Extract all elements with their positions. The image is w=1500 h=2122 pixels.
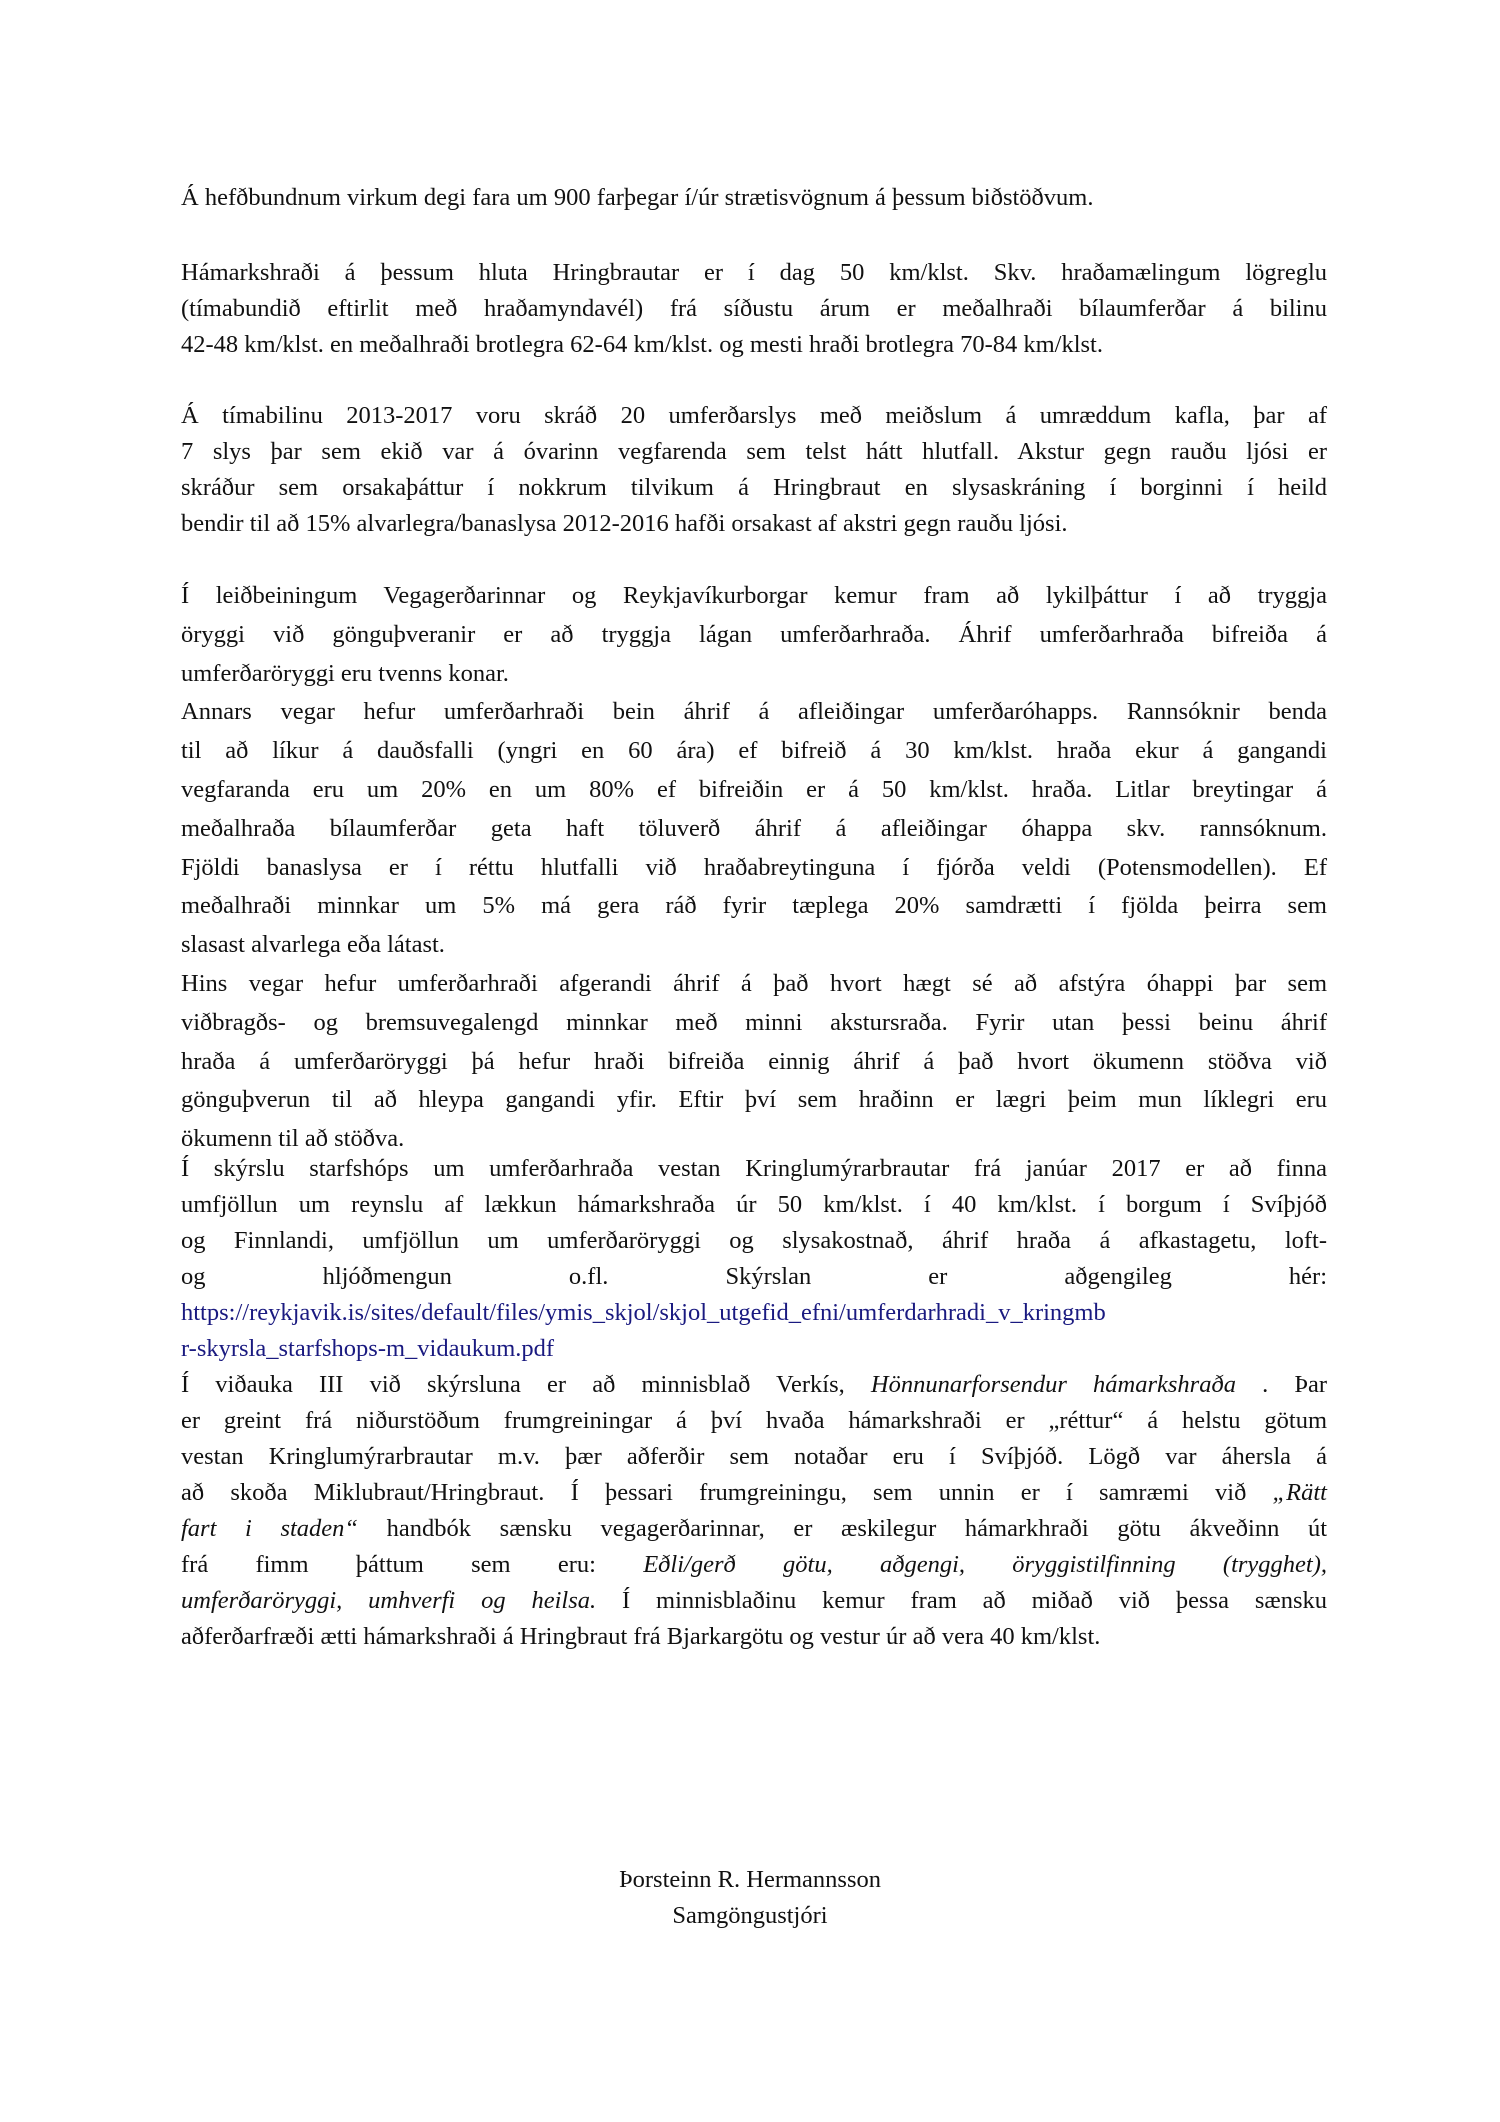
paragraph-accidents [181, 398, 1327, 542]
text-line: viðbragðs- og bremsuvegalengd minnkar með minni akstursraða. Fyrir utan þessi beinu áhrif [181, 1008, 1327, 1036]
text-line: er greint frá niðurstöðum frumgreiningar á því hvaða hámarkshraði er „réttur“ á helstu götum [181, 1407, 1327, 1434]
italic-text: „Rätt [1272, 1479, 1327, 1506]
text-line: aðferðarfræði ætti hámarkshraði á Hringbraut frá Bjarkargötu og vestur úr að vera 40 km/klst. [181, 1623, 1101, 1650]
text-line: umfjöllun um reynslu af lækkun hámarkshraða úr 50 km/klst. í 40 km/klst. í borgum í Svíþjóð [181, 1191, 1327, 1218]
text-line: Hins vegar hefur umferðarhraði afgerandi áhrif á það hvort hægt sé að afstýra óhappi þar sem [181, 969, 1327, 997]
signature-title: Samgöngustjóri [672, 1902, 828, 1929]
text-line: slasast alvarlega eða látast. [181, 931, 445, 959]
text-segment: að skoða Miklubraut/Hringbraut. Í þessari frumgreiningu, sem unnin er í samræmi við [181, 1479, 1273, 1506]
text-segment: frá fimm þáttum sem eru: [181, 1551, 644, 1578]
text-segment: Í viðauka III við skýrsluna er að minnisblað Verkís, [181, 1371, 871, 1398]
text-line [181, 1547, 1327, 1583]
text-line: skráður sem orsakaþáttur í nokkrum tilvikum á Hringbraut en slysaskráning í borginni í heild [181, 474, 1327, 501]
text-line: meðalhraða bílaumferðar geta haft töluverð áhrif á afleiðingar óhappa skv. rannsóknum. [181, 814, 1327, 842]
italic-text: Eðli/gerð götu, aðgengi, öryggistilfinning (trygghet), [643, 1551, 1328, 1578]
signature-name: Þorsteinn R. Hermannsson [619, 1866, 881, 1893]
italic-text: Hönnunarforsendur hámarkshraða [870, 1371, 1236, 1398]
text-line: og Finnlandi, umfjöllun um umferðaröryggi og slysakostnað, áhrif hraða á afkastagetu, loft- [181, 1227, 1327, 1254]
text-line: meðalhraði minnkar um 5% má gera ráð fyrir tæplega 20% samdrætti í fjölda þeirra sem [181, 892, 1327, 920]
report-link[interactable]: https://reykjavik.is/sites/default/files/ymis_skjol/skjol_utgefid_efni/umferdarhradi_v_kringmb [181, 1299, 1106, 1326]
text-line: hraða á umferðaröryggi þá hefur hraði bifreiða einnig áhrif á það hvort ökumenn stöðva við [181, 1047, 1327, 1075]
text-line: 7 slys þar sem ekið var á óvarinn vegfarenda sem telst hátt hlutfall. Akstur gegn rauðu ljósi er [181, 438, 1327, 465]
text-line: ökumenn til að stöðva. [181, 1125, 405, 1153]
text-line: Í skýrslu starfshóps um umferðarhraða vestan Kringlumýrarbrautar frá janúar 2017 er að finna [181, 1155, 1327, 1182]
text-line: (tímabundið eftirlit með hraðamyndavél) frá síðustu árum er meðalhraði bílaumferðar á bilinu [181, 295, 1327, 322]
report-link[interactable]: r-skyrsla_starfshops-m_vidaukum.pdf [181, 1335, 555, 1362]
text-line: gönguþverun til að hleypa gangandi yfir. Eftir því sem hraðinn er lægri þeim mun líklegri eru [181, 1086, 1327, 1114]
text-line: og hljóðmengun o.fl. Skýrslan er aðgengileg hér: [181, 1263, 1327, 1290]
text-line: vestan Kringlumýrarbrautar m.v. þær aðferðir sem notaðar eru í Svíþjóð. Lögð var áhersla á [181, 1443, 1327, 1470]
italic-text: fart i staden“ [181, 1515, 359, 1542]
paragraph-passenger-count [181, 180, 1327, 216]
text-line: umferðaröryggi eru tvenns konar. [181, 659, 509, 687]
text-line: Á tímabilinu 2013-2017 voru skráð 20 umferðarslys með meiðslum á umræddum kafla, þar af [181, 402, 1327, 429]
text-line: til að líkur á dauðsfalli (yngri en 60 ára) ef bifreið á 30 km/klst. hraða ekur á gangandi [181, 737, 1327, 765]
text-line: vegfaranda eru um 20% en um 80% ef bifreiðin er á 50 km/klst. hraða. Litlar breytingar á [181, 775, 1327, 803]
italic-text: umferðaröryggi, umhverfi og heilsa. [181, 1587, 597, 1614]
text-line: Fjöldi banaslysa er í réttu hlutfalli við hraðabreytinguna í fjórða veldi (Potensmodellen). Ef [181, 853, 1327, 881]
text-line: Hámarkshraði á þessum hluta Hringbrautar er í dag 50 km/klst. Skv. hraðamælingum lögreglu [181, 259, 1327, 286]
paragraph-report [181, 1151, 1327, 1655]
text-line: bendir til að 15% alvarlegra/banaslysa 2012-2016 hafði orsakast af akstri gegn rauðu ljósi. [181, 510, 1068, 537]
text-segment: . Þar [1235, 1371, 1327, 1398]
text-line: Annars vegar hefur umferðarhraði bein áhrif á afleiðingar umferðaróhapps. Rannsóknir benda [181, 698, 1327, 726]
text-line [181, 1511, 1327, 1547]
text-line: 42-48 km/klst. en meðalhraði brotlegra 62-64 km/klst. og mesti hraði brotlegra 70-84 km/klst. [181, 331, 1103, 358]
text-line [181, 1583, 1327, 1619]
text-line [181, 1367, 1327, 1403]
text-segment: handbók sænsku vegagerðarinnar, er æskilegur hámarkhraði götu ákveðinn út [358, 1515, 1327, 1542]
paragraph-speed-limit [181, 255, 1327, 363]
text-segment: Í minnisblaðinu kemur fram að miðað við þessa sænsku [596, 1587, 1327, 1614]
text-line: Í leiðbeiningum Vegagerðarinnar og Reykjavíkurborgar kemur fram að lykilþáttur í að tryggja [181, 582, 1327, 609]
text-line: öryggi við gönguþveranir er að tryggja lágan umferðarhraða. Áhrif umferðarhraða bifreiða á [181, 620, 1327, 648]
text-line [181, 1475, 1327, 1511]
text-line: Á hefðbundnum virkum degi fara um 900 farþegar í/úr strætisvögnum á þessum biðstöðvum. [181, 184, 1094, 211]
paragraph-guidelines [181, 577, 1327, 1159]
